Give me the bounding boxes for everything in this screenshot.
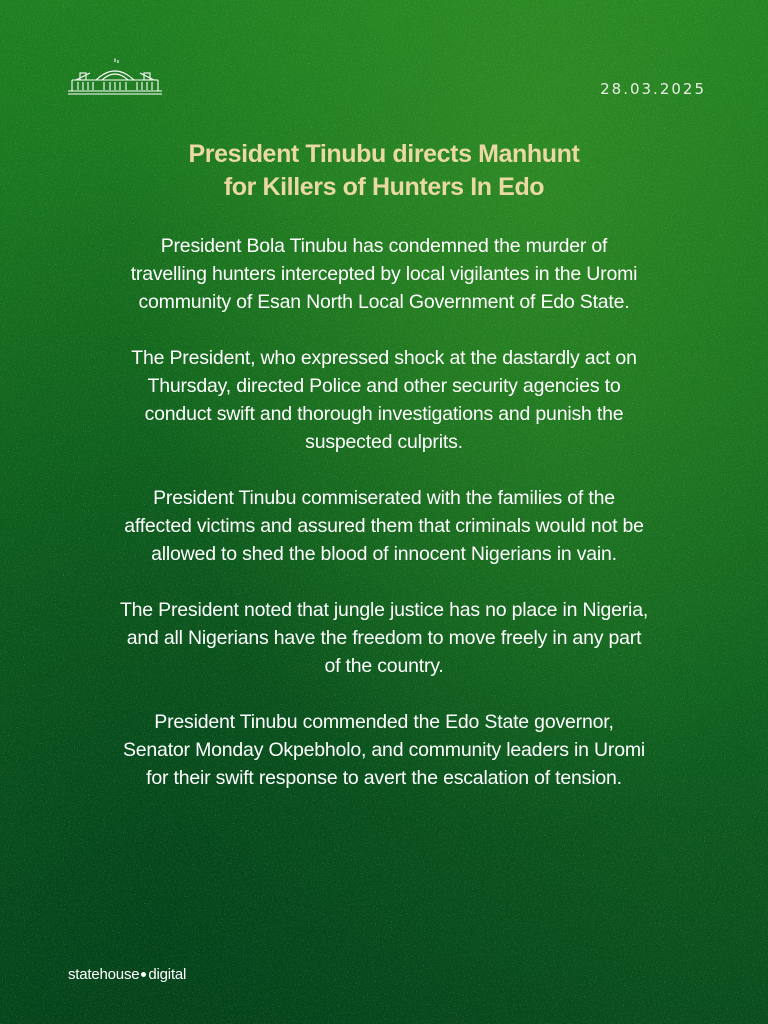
paragraph-line: conduct swift and thorough investigations and punish the (144, 403, 624, 425)
statehouse-building-icon (66, 58, 164, 98)
paragraph (40, 708, 728, 792)
brand-dot-icon (141, 972, 146, 977)
paragraph (40, 484, 728, 568)
paragraph-line: and all Nigerians have the freedom to move freely in any part (126, 627, 642, 649)
paragraph-line: President Tinubu commiserated with the families of the (153, 487, 615, 509)
paragraph (40, 232, 728, 316)
paragraph-line: travelling hunters intercepted by local vigilantes in the Uromi (130, 263, 638, 285)
page-title (0, 138, 768, 204)
paragraph-line: suspected culprits. (305, 431, 463, 453)
paragraph-line: of the country. (324, 655, 444, 677)
brand-right: digital (148, 966, 187, 983)
brand-wordmark (68, 966, 186, 983)
paragraph-line: President Bola Tinubu has condemned the murder of (160, 235, 608, 257)
paragraph-line: affected victims and assured them that criminals would not be (124, 515, 644, 537)
paragraph-line: for their swift response to avert the escalation of tension. (146, 767, 622, 789)
paragraph-line: allowed to shed the blood of innocent Nigerians in vain. (151, 543, 617, 565)
title-line: President Tinubu directs Manhunt (188, 140, 580, 168)
publish-date: 28.03.2025 (600, 80, 706, 98)
brand-left: statehouse (68, 966, 140, 983)
paragraph (40, 344, 728, 456)
paragraph-line: The President noted that jungle justice has no place in Nigeria, (119, 599, 649, 621)
paragraph-line: community of Esan North Local Government of Edo State. (138, 291, 630, 313)
statement-body (40, 232, 728, 820)
paragraph-line: Thursday, directed Police and other security agencies to (147, 375, 621, 397)
paragraph-line: The President, who expressed shock at the dastardly act on (131, 347, 637, 369)
paragraph-line: President Tinubu commended the Edo State governor, (154, 711, 614, 733)
paragraph (40, 596, 728, 680)
title-line: for Killers of Hunters In Edo (223, 173, 545, 201)
paragraph-line: Senator Monday Okpebholo, and community leaders in Uromi (122, 739, 646, 761)
